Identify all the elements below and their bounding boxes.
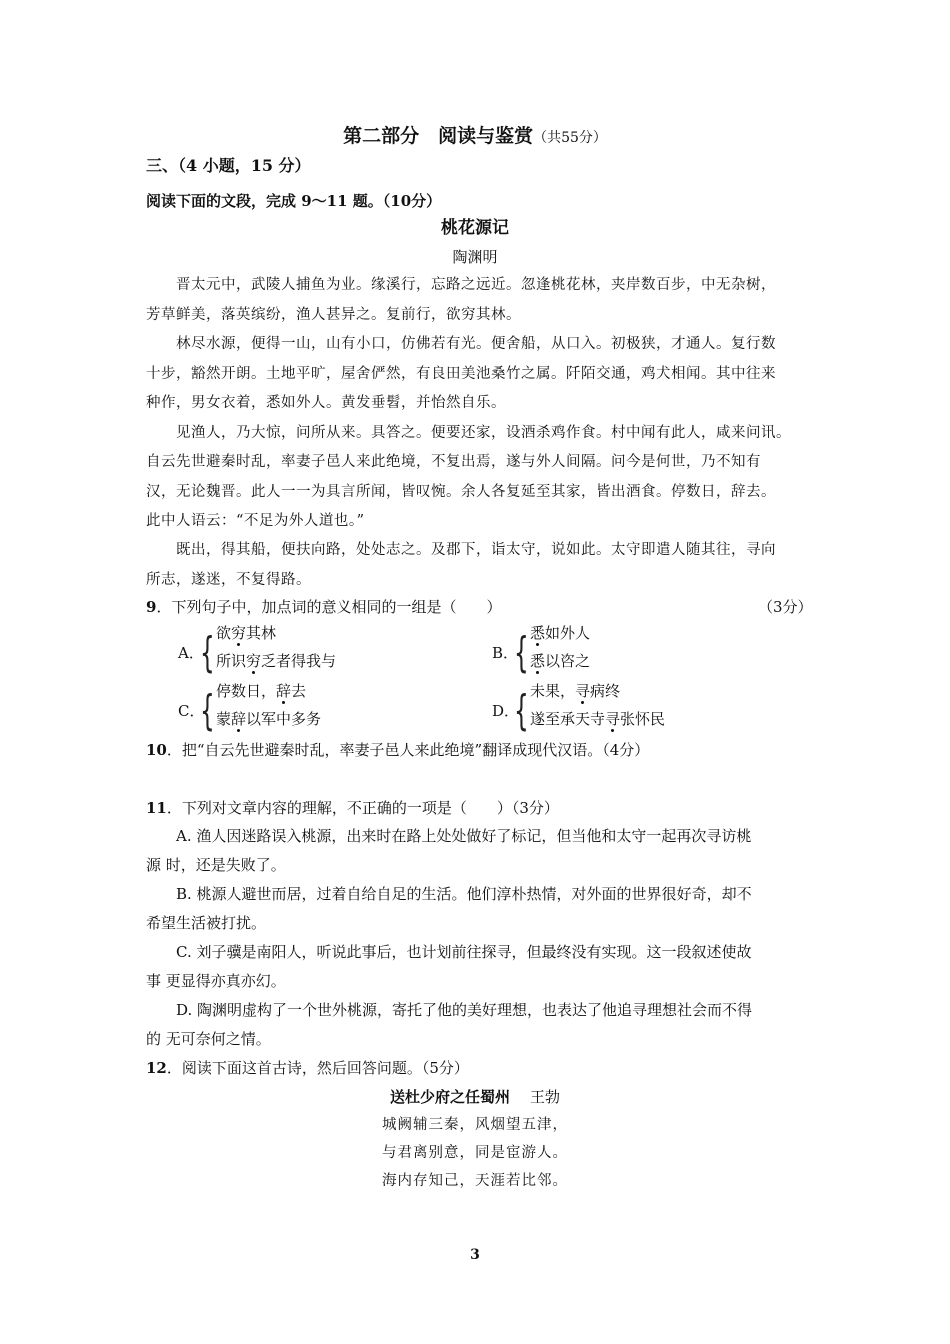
poem-line: 海内存知己，天涯若比邻。 [382,1173,568,1189]
essay-line: 此中人语云：“不足为外人道也。” [146,513,365,529]
option-11-c[interactable]: C. 刘子骥是南阳人，听说此事后，也计划前往探寻，但最终没有实现。这一段叙述使故 [176,943,752,961]
option-d-line-2: 遂至承天寺寻张怀民 [530,710,666,728]
question-11-text: ．下列对文章内容的理解，不正确的一项是（ ）（3分） [166,799,559,817]
option-c-label: C． [178,702,205,720]
reading-instruction: 阅读下面的文段，完成 9～11 题。（10分） [146,192,442,210]
part-score: （共55分） [533,130,607,146]
page-number: 3 [470,1247,480,1263]
essay-line: 自云先世避秦时乱，率妻子邑人来此绝境，不复出焉，遂与外人间隔。问今是何世，乃不知有 [146,454,761,470]
option-b-label: B． [492,644,519,662]
option-11-b-cont: 希望生活被打扰。 [146,914,267,932]
poem-line: 与君离别意，同是宦游人。 [382,1145,568,1161]
option-b-line-1: 悉如外人 [530,624,591,642]
question-10 [146,740,649,760]
brace-icon: { [514,686,529,735]
essay-line: 晋太元中，武陵人捕鱼为业。缘溪行，忘路之远近。忽逢桃花林，夹岸数百步，中无杂树， [176,277,776,293]
poem-heading [0,1087,950,1107]
option-b-line-2: 悉以咨之 [530,652,591,670]
option-11-d-cont: 的 无可奈何之情。 [146,1030,271,1048]
essay-line: 芳草鲜美，落英缤纷，渔人甚异之。复前行，欲穷其林。 [146,307,521,323]
dotted-word: 寻 [605,710,621,728]
question-9-number: 9 [146,598,157,616]
question-9-score: （3分） [758,598,813,616]
option-c-line-2: 蒙辞以军中多务 [216,710,322,728]
brace-icon: { [200,628,215,677]
part-title-text: 第二部分 阅读与鉴赏 [343,125,534,147]
question-12 [146,1058,469,1078]
option-c-line-1: 停数日，辞去 [216,682,307,700]
dotted-word: 辞 [276,682,292,700]
option-a-line-2: 所识穷乏者得我与 [216,652,337,670]
question-11-stem [146,798,559,818]
option-11-d[interactable]: D. 陶渊明虚构了一个世外桃源，寄托了他的美好理想，也表达了他追寻理想社会而不得 [176,1001,753,1019]
dotted-word: 辞 [231,710,247,728]
essay-line: 十步，豁然开朗。土地平旷，屋舍俨然，有良田美池桑竹之属。阡陌交通，鸡犬相闻。其中往来 [146,366,776,382]
essay-line: 所志，遂迷，不复得路。 [146,572,311,588]
essay-author: 陶渊明 [452,248,498,266]
section-heading: 三、（4 小题，15 分） [146,156,311,175]
question-12-text: ．阅读下面这首古诗，然后回答问题。（5分） [166,1059,469,1077]
brace-icon: { [514,628,529,677]
dotted-word: 穷 [231,624,247,642]
option-a-label: A． [178,644,204,662]
essay-line: 种作，男女衣着，悉如外人。黄发垂髫，并怡然自乐。 [146,395,506,411]
dotted-word: 穷 [246,652,262,670]
option-11-a[interactable]: A. 渔人因迷路误入桃源，出来时在路上处处做好了标记，但当他和太守一起再次寻访桃 [176,827,752,845]
question-9-stem [146,597,501,617]
dotted-word: 悉 [530,652,546,670]
option-d-label: D． [492,702,520,720]
essay-line: 见渔人，乃大惊，问所从来。具答之。便要还家，设酒杀鸡作食。村中闻有此人，咸来问讯。 [176,425,791,441]
option-a-line-1: 欲穷其林 [216,624,277,642]
poem-line: 城阙辅三秦，风烟望五津， [382,1117,568,1133]
question-10-text: ．把“自云先世避秦时乱，率妻子邑人来此绝境”翻译成现代汉语。（4分） [166,741,650,759]
essay-line: 既出，得其船，便扶向路，处处志之。及郡下，诣太守，说如此。太守即遣人随其往，寻向 [176,542,776,558]
question-11-number: 11 [146,799,167,817]
poem-author: 王勃 [530,1088,561,1106]
essay-line: 汉，无论魏晋。此人一一为具言所闻，皆叹惋。余人各复延至其家，皆出酒食。停数日，辞去。 [146,484,776,500]
dotted-word: 悉 [530,624,546,642]
poem-title: 送杜少府之任蜀州 [389,1088,510,1106]
question-12-number: 12 [146,1059,167,1077]
question-10-number: 10 [146,741,167,759]
question-9-text: ．下列句子中，加点词的意义相同的一组是（ ） [156,598,502,616]
brace-icon: { [200,686,215,735]
option-11-b[interactable]: B. 桃源人避世而居，过着自给自足的生活。他们淳朴热情，对外面的世界很好奇，却不 [176,885,752,903]
option-11-a-cont: 源 时，还是失败了。 [146,856,286,874]
option-d-line-1: 未果，寻病终 [530,682,621,700]
essay-title: 桃花源记 [441,218,509,238]
option-11-c-cont: 事 更显得亦真亦幻。 [146,972,286,990]
dotted-word: 寻 [575,682,591,700]
essay-line: 林尽水源，便得一山，山有小口，仿佛若有光。便舍船，从口入。初极狭，才通人。复行数 [176,336,776,352]
part-title [0,126,950,148]
